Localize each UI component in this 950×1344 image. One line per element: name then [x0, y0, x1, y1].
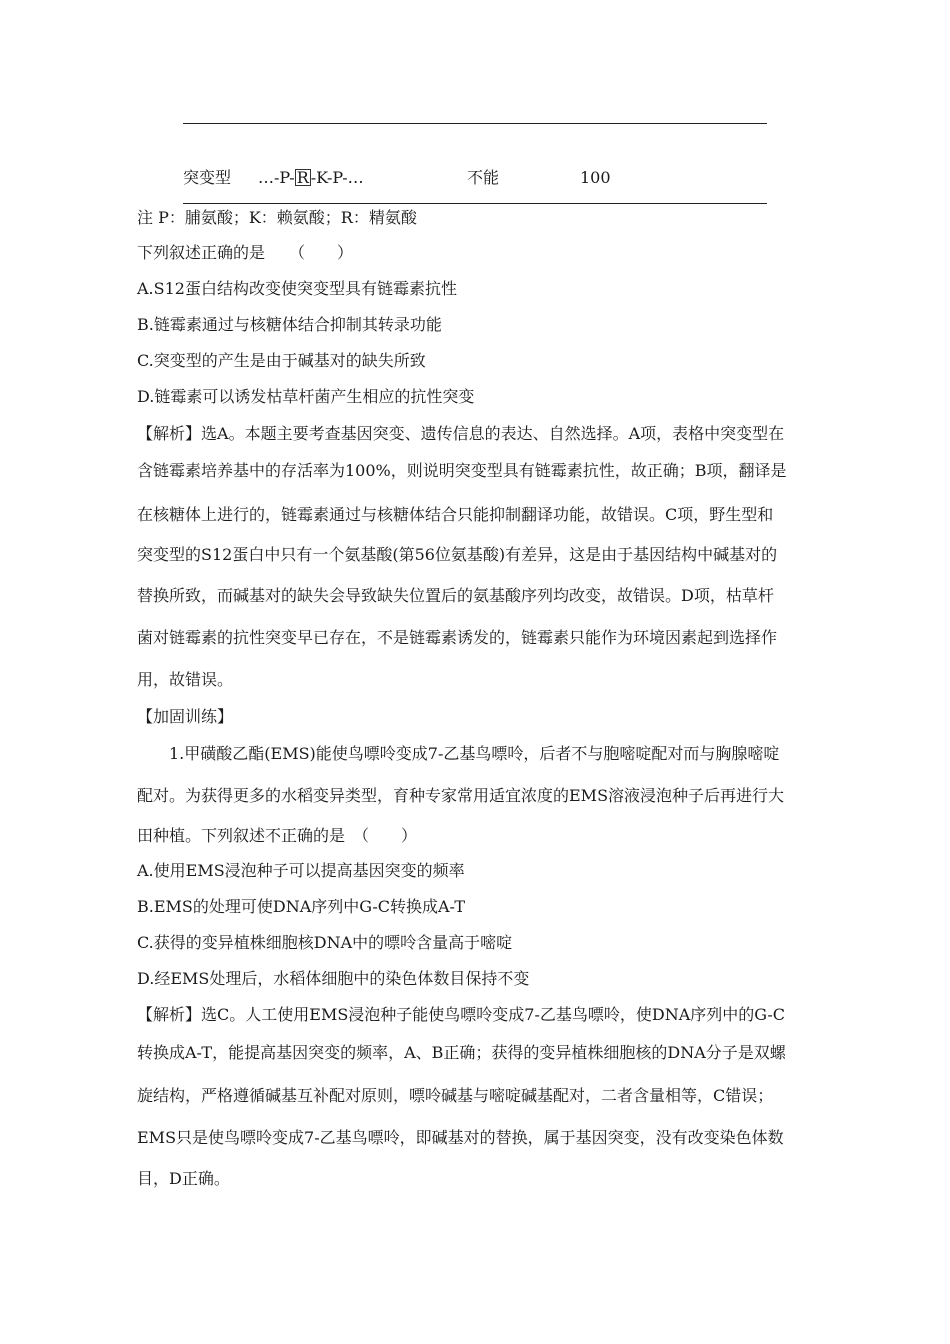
analysis-tag: 【解析】: [137, 1005, 202, 1024]
option-c: C.获得的变异植株细胞核DNA中的嘌呤含量高于嘧啶: [137, 933, 513, 952]
option-d: D.经EMS处理后，水稻体细胞中的染色体数目保持不变: [137, 969, 530, 988]
table-binding-cell: 不能: [467, 168, 500, 187]
analysis-line: [137, 423, 784, 445]
sequence-after: -K-P-…: [310, 168, 364, 187]
analysis-line: 用，故错误。: [137, 670, 234, 689]
option-b: B.EMS的处理可使DNA序列中G-C转换成A-T: [137, 897, 466, 916]
analysis-text: 选A。本题主要考查基因突变、遗传信息的表达、自然选择。A项，表格中突变型在: [201, 424, 785, 443]
option-b: B.链霉素通过与核糖体结合抑制其转录功能: [137, 315, 442, 334]
sequence-before: …-P-: [258, 168, 295, 187]
analysis-line: 含链霉素培养基中的存活率为100%，则说明突变型具有链霉素抗性，故正确；B项，翻译是: [137, 461, 787, 480]
sequence-boxed-residue: R: [296, 168, 309, 187]
analysis-line: EMS只是使鸟嘌呤变成7-乙基鸟嘌呤，即碱基对的替换，属于基因突变，没有改变染色体数: [137, 1128, 784, 1147]
question-stem: 配对。为获得更多的水稻变异类型，育种专家常用适宜浓度的EMS溶液浸泡种子后再进行大: [137, 786, 785, 805]
question-stem: 下列叙述正确的是 （ ）: [137, 243, 354, 262]
analysis-text: 选C。人工使用EMS浸泡种子能使鸟嘌呤变成7-乙基鸟嘌呤，使DNA序列中的G-C: [201, 1005, 785, 1024]
table-survival-cell: 100: [580, 168, 611, 187]
table-top-rule: [183, 123, 767, 124]
analysis-line: [137, 1004, 785, 1026]
analysis-line: 菌对链霉素的抗性突变早已存在，不是链霉素诱发的，链霉素只能作为环境因素起到选择作: [137, 628, 778, 647]
table-row-label: 突变型: [183, 168, 232, 187]
analysis-line: 转换成A-T，能提高基因突变的频率，A、B正确；获得的变异植株细胞核的DNA分子是双螺: [137, 1043, 786, 1062]
option-a: A.使用EMS浸泡种子可以提高基因突变的频率: [137, 861, 465, 880]
table-bottom-rule: [183, 203, 767, 204]
section-title: 【加固训练】: [137, 707, 234, 726]
analysis-line: 突变型的S12蛋白中只有一个氨基酸(第56位氨基酸)有差异，这是由于基因结构中碱基对的: [137, 545, 778, 564]
table-note: 注 P：脯氨酸；K：赖氨酸；R：精氨酸: [137, 208, 417, 227]
option-a: A.S12蛋白结构改变使突变型具有链霉素抗性: [137, 279, 457, 298]
analysis-line: 目，D正确。: [137, 1169, 230, 1188]
question-stem: 田种植。下列叙述不正确的是 （ ）: [137, 826, 418, 845]
analysis-line: 旋结构，严格遵循碱基互补配对原则，嘌呤碱基与嘧啶碱基配对，二者含量相等，C错误；: [137, 1086, 774, 1105]
analysis-tag: 【解析】: [137, 424, 202, 443]
analysis-line: 在核糖体上进行的，链霉素通过与核糖体结合只能抑制翻译功能，故错误。C项，野生型和: [137, 505, 774, 524]
option-d: D.链霉素可以诱发枯草杆菌产生相应的抗性突变: [137, 387, 475, 406]
option-c: C.突变型的产生是由于碱基对的缺失所致: [137, 351, 426, 370]
table-sequence: [258, 168, 364, 188]
question-stem: 1.甲磺酸乙酯(EMS)能使鸟嘌呤变成7-乙基鸟嘌呤，后者不与胞嘧啶配对而与胸腺嘧啶: [169, 744, 780, 763]
analysis-line: 替换所致，而碱基对的缺失会导致缺失位置后的氨基酸序列均改变，故错误。D项，枯草杆: [137, 586, 774, 605]
